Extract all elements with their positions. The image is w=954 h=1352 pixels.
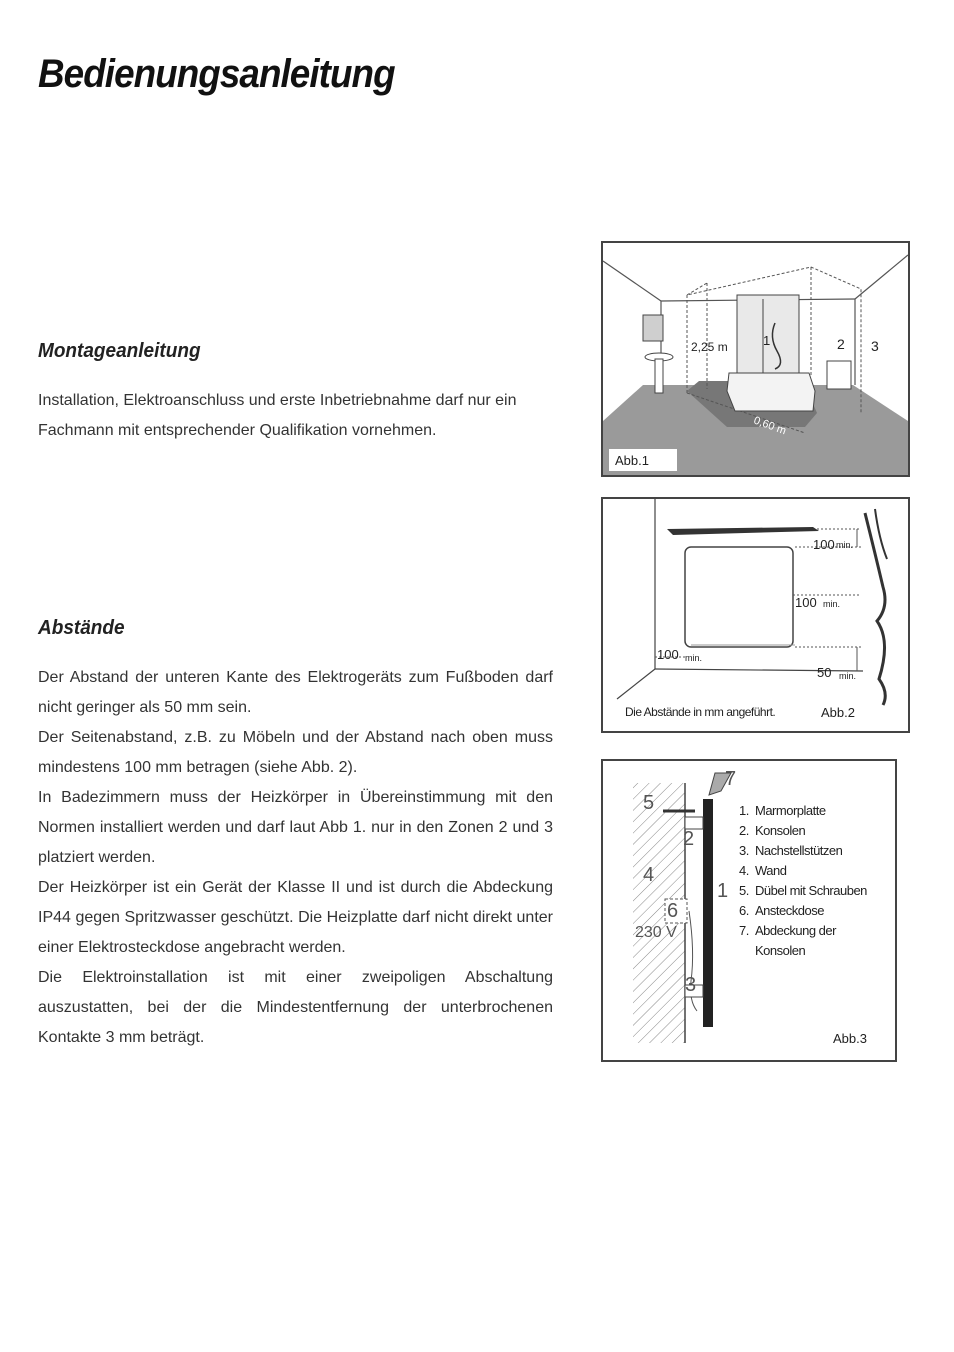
- bottom-clearance-value: 50: [817, 665, 832, 680]
- abstaende-paragraph: Der Seitenabstand, z.B. zu Möbeln und der Abstand nach oben muss mindestens 100 mm betragen (siehe Abb. 2).: [38, 729, 553, 776]
- top-clearance-min: min.: [836, 540, 854, 550]
- label-4: 4: [643, 864, 655, 886]
- figure-abb2: [601, 497, 910, 733]
- distance-label: 0,60 m: [751, 414, 788, 438]
- legend-item: 6. Ansteckdose: [739, 903, 824, 918]
- abstaende-paragraph: Die Elektroinstallation ist mit einer zweipoligen Abschaltung auszustatten, bei der die Mindestentfernung der unterbrochenen Kontakte 3 mm beträgt.: [38, 969, 553, 1046]
- left-clearance-value: 100: [657, 647, 679, 662]
- left-clearance-min: min.: [685, 653, 703, 663]
- label-5: 5: [643, 792, 655, 814]
- abb1-caption: Abb.1: [609, 449, 677, 471]
- montage-text: [38, 386, 553, 446]
- voltage-label: 230 V: [635, 924, 677, 941]
- montage-paragraph: Installation, Elektroanschluss und erste Inbetriebnahme darf nur ein Fachmann mit entsprechender Qualifikation vornehmen.: [38, 392, 517, 439]
- abstaende-text: [38, 663, 553, 1053]
- zone-3-label: 3: [871, 338, 879, 354]
- figure-abb3: [601, 759, 897, 1062]
- legend-item: 7. Abdeckung der: [739, 923, 836, 938]
- side-clearance-min: min.: [823, 599, 841, 609]
- height-label: 2,25 m: [691, 340, 728, 354]
- zone-2-label: 2: [837, 336, 845, 352]
- abstaende-paragraph: Der Heizkörper ist ein Gerät der Klasse II und ist durch die Abdeckung IP44 gegen Spritzwasser geschützt. Die Heizplatte darf nicht direkt unter einer Elektrosteckdose angebracht werden.: [38, 879, 553, 956]
- clearance-illustration: [603, 499, 908, 731]
- legend-item: 4. Wand: [739, 863, 787, 878]
- label-7: 7: [725, 768, 737, 790]
- label-3: 3: [685, 974, 697, 996]
- label-2: 2: [683, 828, 695, 850]
- abb3-caption: Abb.3: [833, 1031, 867, 1046]
- abb2-note: Die Abstände in mm angeführt.: [625, 705, 776, 719]
- legend-item: 1. Marmorplatte: [739, 803, 826, 818]
- label-1: 1: [717, 880, 729, 902]
- label-6: 6: [667, 900, 679, 922]
- bathroom-zones-illustration: [603, 243, 908, 475]
- legend-item: Konsolen: [755, 943, 806, 958]
- zone-1-label: 1: [763, 333, 771, 348]
- page-title: Bedienungsanleitung: [38, 52, 395, 96]
- side-clearance-value: 100: [795, 595, 817, 610]
- legend-item: 3. Nachstellstützen: [739, 843, 843, 858]
- abb2-caption: Abb.2: [821, 705, 855, 720]
- figure-abb1: [601, 241, 910, 477]
- top-clearance-value: 100: [813, 537, 835, 552]
- legend-item: 2. Konsolen: [739, 823, 806, 838]
- abstaende-paragraph: In Badezimmern muss der Heizkörper in Übereinstimmung mit den Normen installiert werden und darf laut Abb 1. nur in den Zonen 2 und 3 platziert werden.: [38, 789, 553, 866]
- abb3-legend: [739, 801, 867, 961]
- legend-item: 5. Dübel mit Schrauben: [739, 883, 867, 898]
- bottom-clearance-min: min.: [839, 671, 857, 681]
- section-heading-abstaende: Abstände: [38, 617, 125, 639]
- section-heading-montage: Montageanleitung: [38, 340, 201, 362]
- abstaende-paragraph: Der Abstand der unteren Kante des Elektrogeräts zum Fußboden darf nicht geringer als 50 mm sein.: [38, 669, 553, 716]
